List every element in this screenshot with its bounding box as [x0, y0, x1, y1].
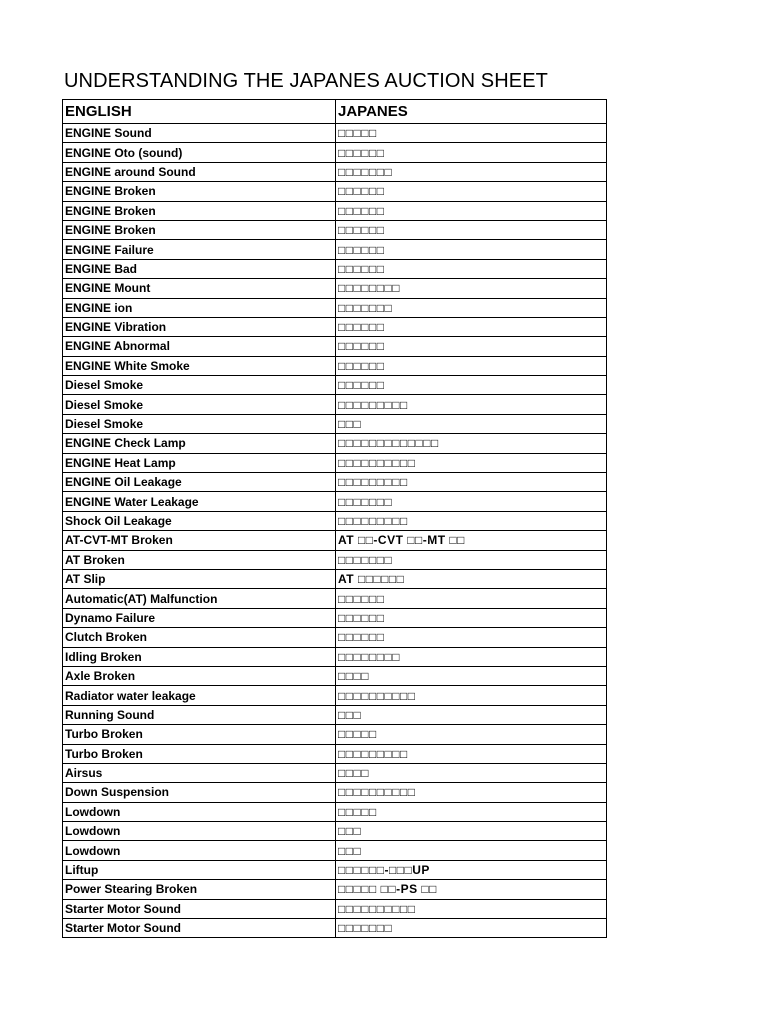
- english-term-cell: AT Slip: [63, 569, 336, 588]
- japanese-term-cell: □□□□□□□□□: [336, 744, 607, 763]
- table-row: [63, 686, 607, 705]
- english-term-cell: Diesel Smoke: [63, 395, 336, 414]
- japanese-term-cell: □□□□□□: [336, 589, 607, 608]
- japanese-term-cell: □□□□□□□: [336, 298, 607, 317]
- table-row: [63, 725, 607, 744]
- japanese-term-cell: □□□□□□□: [336, 550, 607, 569]
- english-term-cell: Turbo Broken: [63, 744, 336, 763]
- english-term-cell: Axle Broken: [63, 666, 336, 685]
- table-row: [63, 317, 607, 336]
- japanese-term-cell: □□□□□: [336, 124, 607, 143]
- english-term-cell: ENGINE Oil Leakage: [63, 473, 336, 492]
- table-row: [63, 298, 607, 317]
- japanese-term-cell: □□□□□ □□-PS □□: [336, 880, 607, 899]
- table-row: [63, 666, 607, 685]
- table-row: [63, 511, 607, 530]
- japanese-term-cell: □□□□□□□□: [336, 647, 607, 666]
- table-header-row: [63, 100, 607, 124]
- english-term-cell: ENGINE Water Leakage: [63, 492, 336, 511]
- english-term-cell: AT Broken: [63, 550, 336, 569]
- table-row: [63, 356, 607, 375]
- english-term-cell: Down Suspension: [63, 783, 336, 802]
- japanese-term-cell: □□□□□□: [336, 220, 607, 239]
- english-term-cell: ENGINE Broken: [63, 201, 336, 220]
- table-row: [63, 395, 607, 414]
- japanese-term-cell: □□□□□□: [336, 628, 607, 647]
- table-row: [63, 337, 607, 356]
- table-row: [63, 492, 607, 511]
- table-row: [63, 822, 607, 841]
- english-term-cell: ENGINE Oto (sound): [63, 143, 336, 162]
- japanese-term-cell: □□□□□□□□□□: [336, 783, 607, 802]
- english-term-cell: ENGINE Failure: [63, 240, 336, 259]
- japanese-term-cell: □□□□□□□□□□: [336, 899, 607, 918]
- table-row: [63, 802, 607, 821]
- english-term-cell: ENGINE Sound: [63, 124, 336, 143]
- english-term-cell: ENGINE Check Lamp: [63, 434, 336, 453]
- japanese-term-cell: □□□□□□: [336, 376, 607, 395]
- english-term-cell: Power Stearing Broken: [63, 880, 336, 899]
- translation-table: [62, 99, 607, 938]
- table-row: [63, 841, 607, 860]
- english-term-cell: Airsus: [63, 763, 336, 782]
- japanese-term-cell: □□□□: [336, 763, 607, 782]
- table-body: [63, 124, 607, 938]
- english-term-cell: Starter Motor Sound: [63, 919, 336, 938]
- table-row: [63, 473, 607, 492]
- japanese-term-cell: □□□□□□□: [336, 492, 607, 511]
- table-row: [63, 763, 607, 782]
- table-row: [63, 240, 607, 259]
- japanese-term-cell: □□□□□□: [336, 259, 607, 278]
- table-row: [63, 162, 607, 181]
- english-term-cell: ENGINE Mount: [63, 279, 336, 298]
- table-row: [63, 705, 607, 724]
- japanese-term-cell: □□□□□□: [336, 337, 607, 356]
- japanese-term-cell: □□□□□□: [336, 182, 607, 201]
- table-row: [63, 783, 607, 802]
- english-term-cell: ENGINE Abnormal: [63, 337, 336, 356]
- english-term-cell: Turbo Broken: [63, 725, 336, 744]
- japanese-term-cell: □□□□□□: [336, 143, 607, 162]
- english-term-cell: ENGINE Broken: [63, 182, 336, 201]
- table-row: [63, 919, 607, 938]
- table-row: [63, 569, 607, 588]
- english-term-cell: ENGINE Vibration: [63, 317, 336, 336]
- english-term-cell: ENGINE Broken: [63, 220, 336, 239]
- japanese-term-cell: □□□□□□: [336, 240, 607, 259]
- table-row: [63, 589, 607, 608]
- table-row: [63, 182, 607, 201]
- japanese-term-cell: AT □□-CVT □□-MT □□: [336, 531, 607, 550]
- table-row: [63, 531, 607, 550]
- japanese-term-cell: □□□□□: [336, 802, 607, 821]
- table-row: [63, 220, 607, 239]
- japanese-term-cell: □□□□□□□□□: [336, 473, 607, 492]
- english-term-cell: ENGINE White Smoke: [63, 356, 336, 375]
- japanese-term-cell: □□□□□□□□□□: [336, 686, 607, 705]
- table-row: [63, 376, 607, 395]
- table-row: [63, 143, 607, 162]
- english-term-cell: Diesel Smoke: [63, 414, 336, 433]
- table-row: [63, 550, 607, 569]
- japanese-term-cell: □□□□□: [336, 725, 607, 744]
- table-row: [63, 434, 607, 453]
- english-term-cell: Dynamo Failure: [63, 608, 336, 627]
- table-row: [63, 259, 607, 278]
- english-term-cell: Diesel Smoke: [63, 376, 336, 395]
- japanese-term-cell: □□□□□□: [336, 317, 607, 336]
- japanese-term-cell: □□□□□□□: [336, 919, 607, 938]
- japanese-term-cell: □□□□□□□□□□□□□: [336, 434, 607, 453]
- table-row: [63, 628, 607, 647]
- japanese-term-cell: □□□: [336, 705, 607, 724]
- table-row: [63, 899, 607, 918]
- japanese-term-cell: □□□□: [336, 666, 607, 685]
- english-term-cell: ENGINE ion: [63, 298, 336, 317]
- japanese-term-cell: □□□□□□□□□□: [336, 453, 607, 472]
- japanese-term-cell: □□□: [336, 822, 607, 841]
- japanese-term-cell: □□□□□□□□: [336, 279, 607, 298]
- table-row: [63, 279, 607, 298]
- english-term-cell: Radiator water leakage: [63, 686, 336, 705]
- english-term-cell: Running Sound: [63, 705, 336, 724]
- table-row: [63, 608, 607, 627]
- english-term-cell: ENGINE around Sound: [63, 162, 336, 181]
- japanese-term-cell: AT □□□□□□: [336, 569, 607, 588]
- japanese-term-cell: □□□□□□□: [336, 162, 607, 181]
- table-row: [63, 414, 607, 433]
- table-row: [63, 453, 607, 472]
- english-term-cell: Lowdown: [63, 802, 336, 821]
- table-row: [63, 201, 607, 220]
- english-term-cell: AT-CVT-MT Broken: [63, 531, 336, 550]
- english-term-cell: Idling Broken: [63, 647, 336, 666]
- english-term-cell: Starter Motor Sound: [63, 899, 336, 918]
- japanese-term-cell: □□□□□□□□□: [336, 395, 607, 414]
- table-row: [63, 880, 607, 899]
- english-term-cell: Lowdown: [63, 841, 336, 860]
- column-header-japanese: JAPANES: [336, 100, 607, 124]
- english-term-cell: Automatic(AT) Malfunction: [63, 589, 336, 608]
- english-term-cell: Liftup: [63, 860, 336, 879]
- japanese-term-cell: □□□: [336, 841, 607, 860]
- table-row: [63, 647, 607, 666]
- table-row: [63, 124, 607, 143]
- page-title: UNDERSTANDING THE JAPANES AUCTION SHEET: [64, 70, 548, 92]
- japanese-term-cell: □□□□□□-□□□UP: [336, 860, 607, 879]
- column-header-english: ENGLISH: [63, 100, 336, 124]
- japanese-term-cell: □□□□□□: [336, 608, 607, 627]
- english-term-cell: Clutch Broken: [63, 628, 336, 647]
- japanese-term-cell: □□□□□□: [336, 201, 607, 220]
- japanese-term-cell: □□□□□□: [336, 356, 607, 375]
- english-term-cell: Lowdown: [63, 822, 336, 841]
- english-term-cell: Shock Oil Leakage: [63, 511, 336, 530]
- japanese-term-cell: □□□□□□□□□: [336, 511, 607, 530]
- english-term-cell: ENGINE Heat Lamp: [63, 453, 336, 472]
- table-row: [63, 744, 607, 763]
- japanese-term-cell: □□□: [336, 414, 607, 433]
- table-row: [63, 860, 607, 879]
- english-term-cell: ENGINE Bad: [63, 259, 336, 278]
